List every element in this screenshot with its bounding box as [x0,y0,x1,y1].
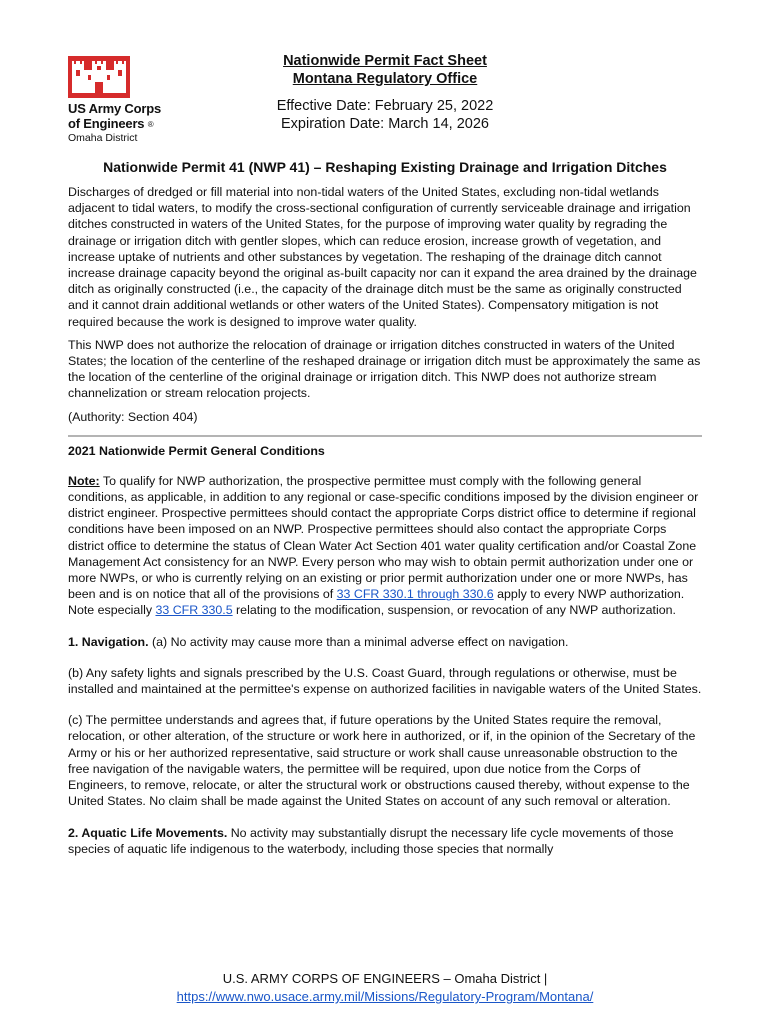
nwp-title: Nationwide Permit 41 (NWP 41) – Reshaping Existing Drainage and Irrigation Ditches [103,159,667,175]
castle-icon [68,56,130,98]
note-label: Note: [68,473,100,488]
logo-text-line2: of Engineers ® [68,116,154,131]
note-paragraph: Note: To qualify for NWP authorization, the prospective permittee must comply with the following general conditions, as applicable, in addition to any regional or case-specific conditions imposed by the division engineer or district engineer. Prospective permittees should contact the appropriate Corps district office to determine if regional conditions have been imposed on an NWP. Prospective permittees should also contact the appropriate Corps district office to determine the status of Clean Water Act Section 401 water quality certification and/or Coastal Zone Management Act consistency for an NWP. Every person who may wish to obtain permit authorization under one or more NWPs, or who is currently relying on an existing or prior permit authorization under one or more NWPs, has been and is on notice that all of the provisions of 33 CFR 330.1 through 330.6 apply to every NWP authorization. Note especially 33 CFR 330.5 relating to the modification, suspension, or revocation of any NWP authorization. [68,473,699,618]
authority-note: (Authority: Section 404) [68,409,198,424]
effective-date: Effective Date: February 25, 2022 [276,98,494,114]
navigation-label: 1. Navigation. [68,634,149,649]
footer-url-link[interactable]: https://www.nwo.usace.army.mil/Missions/Regulatory-Program/Montana/ [176,989,594,1004]
cfr-330-5-link[interactable]: 33 CFR 330.5 [155,603,233,618]
usace-logo [68,56,178,145]
logo-district: Omaha District [68,132,138,145]
logo-text-line1: US Army Corps [68,101,161,116]
navigation-condition-c: (c) The permittee understands and agrees that, if future operations by the United States require the removal, relocation, or other alteration, of the structure or work here in authorized, or if, in the opinion of the Secretary of the Army or his or her authorized representative, said structure or work shall cause unreasonable obstruction to the free navigation of the navigable waters, the permittee will be required, upon due notice from the Corps of Engineers, to remove, relocate, or alter the structural work or obstructions caused thereby, without expense to the United States. No claim shall be made against the United States on account of any such removal or alteration. [68,713,696,809]
page-footer [0,970,770,1006]
nwp-paragraph-2: This NWP does not authorize the relocation of drainage or irrigation ditches constructed in waters of the United States; the location of the centerline of the reshaped drainage or irrigation ditch must be approximately the same as the location of the centerline of the original drainage or irrigation ditch. This NWP does not authorize stream channelization or stream relocation projects. [68,337,701,401]
title-office: Montana Regulatory Office [292,71,478,87]
cfr-330-1-link[interactable]: 33 CFR 330.1 through 330.6 [336,587,494,602]
expiration-date: Expiration Date: March 14, 2026 [281,116,489,132]
aquatic-life-label: 2. Aquatic Life Movements. [68,825,228,840]
title-fact-sheet: Nationwide Permit Fact Sheet [283,53,487,69]
aquatic-life-condition: 2. Aquatic Life Movements. No activity may substantially disrupt the necessary life cycle movements of those species of aquatic life indigenous to the waterbody, including those species that normally [68,825,674,856]
registered-mark: ® [147,120,154,130]
footer-org: U.S. ARMY CORPS OF ENGINEERS – Omaha District | [222,971,548,986]
document-header [235,52,535,133]
document-body [68,158,702,864]
navigation-condition-a: 1. Navigation. (a) No activity may cause more than a minimal adverse effect on navigation. [68,634,569,649]
section-divider [68,435,702,437]
general-conditions-heading: 2021 Nationwide Permit General Conditions [68,443,325,458]
navigation-condition-b: (b) Any safety lights and signals prescribed by the U.S. Coast Guard, through regulations or otherwise, must be installed and maintained at the permittee's expense on authorized facilities in navigable waters of the United States. [68,665,702,697]
nwp-paragraph-1: Discharges of dredged or fill material into non-tidal waters of the United States, excluding non-tidal wetlands adjacent to tidal waters, to modify the cross-sectional configuration of currently serviceable drainage and irrigation ditches constructed in waters of the United States, for the purpose of improving water quality by regrading the drainage or irrigation ditch with gentler slopes, which can reduce erosion, increase growth of vegetation, and increase uptake of nutrients and other substances by vegetation. The reshaping of the drainage ditch cannot increase drainage capacity beyond the original as-built capacity nor can it expand the area drained by the drainage ditch as originally constructed (i.e., the capacity of the drainage ditch must be the same as originally constructed and it cannot drain additional wetlands or other waters of the United States). Compensatory mitigation is not required because the work is designed to improve water quality. [68,185,697,329]
